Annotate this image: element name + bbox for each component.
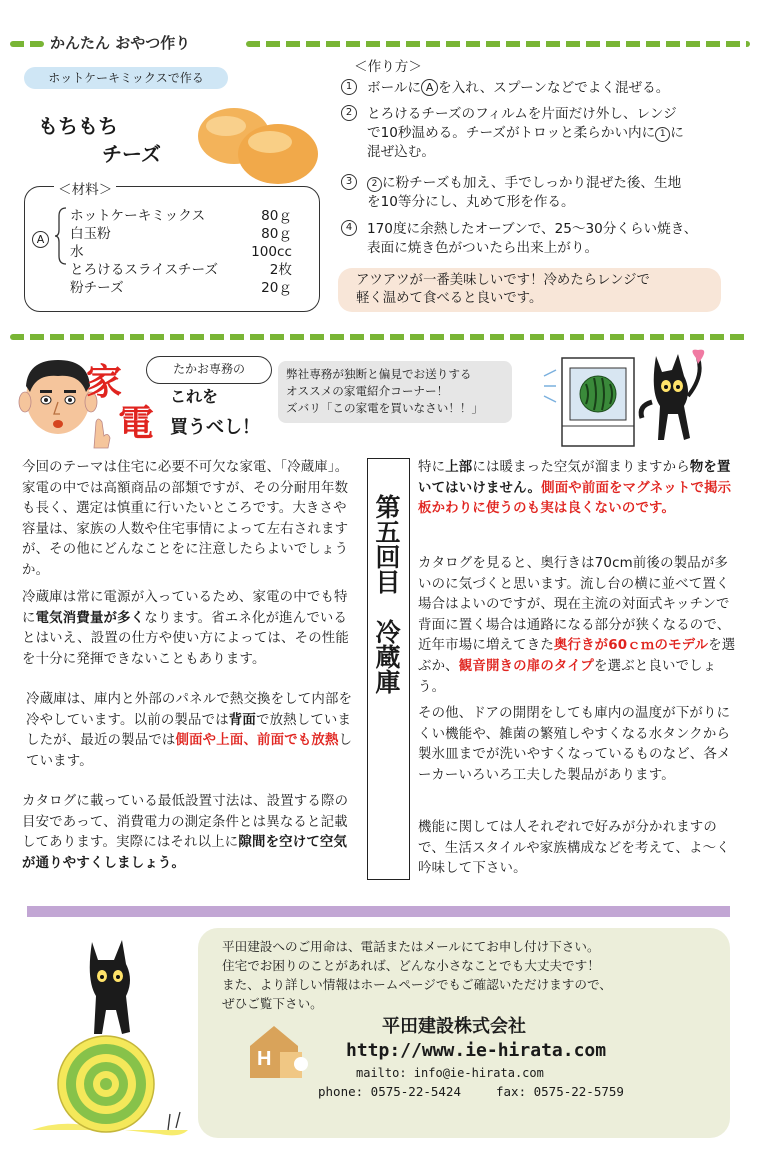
recipe-tip-box <box>338 268 721 312</box>
ingredient-list <box>70 207 292 297</box>
recipe-step-4: 4 170度に余熱したオーブンで、25～30分くらい焼き、 表面に焼き色がついたら出来上がり。 <box>341 220 751 258</box>
materials-title: ＜材料＞ <box>54 178 116 198</box>
kaden-title-den: 電 <box>118 402 155 444</box>
recipe-step-1: 1 ボールに A を入れ、スプーンなどでよく混ぜる。 <box>341 79 751 98</box>
ingredient-row: ホットケーキミックス 80ｇ <box>70 208 292 224</box>
tip-line-1: アツアツが一番美味しいです！冷めたらレンジで <box>356 273 650 288</box>
company-name: 平田建設株式会社 <box>382 1016 526 1037</box>
company-fax: fax: 0575-22-5759 <box>496 1084 624 1099</box>
cat-on-snail-illustration <box>30 934 190 1144</box>
intro-line-2: オススメの家電紹介コーナー！ <box>286 384 449 398</box>
ingredient-row: 粉チーズ 20ｇ <box>70 280 292 296</box>
kaden-intro-box <box>278 361 512 423</box>
ingredient-bracket <box>54 206 68 266</box>
footer-line-3: また、より詳しい情報はホームページでもご確認いただけますので、 <box>222 977 612 992</box>
kaden-left-para-3: 冷蔵庫は、庫内と外部のパネルで熱交換をして内部を冷やしています。以前の製品では背面で放熱していましたが、最近の製品では側面や上面、前面でも放熱しています。 <box>26 692 353 769</box>
company-email-link[interactable]: mailto: info@ie-hirata.com <box>356 1066 544 1080</box>
kaden-left-para-1: 今回のテーマは住宅に必要不可欠な家電、「冷蔵庫」。家電の中では高額商品の部類ですが、その分耐用年数も長く、選定は慎重に行いたいところです。大きさや容量は、家族の人数や住宅事情によって左右されますが、その他にどんなことをに注意したらよいでしょうか。 <box>22 460 349 578</box>
kaden-title-kau: 買うべし！ <box>170 417 260 438</box>
recipe-name-line2: チーズ <box>102 142 161 166</box>
footer-message <box>222 937 612 1013</box>
kaden-right-para-3: その他、ドアの開閉をしても庫内の温度が下がりにくい機能や、雑菌の繁殖しやすくなる水タンクから製氷皿までが洗いやすくなっているものなど、各メーカーいろいろ工夫した製品があります。 <box>418 706 731 783</box>
recipe-header: かんたん おやつ作り <box>50 34 191 52</box>
kaden-vertical-title: 第五回目 冷蔵庫 <box>372 494 401 694</box>
kaden-right-para-1: 特に上部には暖まった空気が溜まりますから物を置いてはいけません。側面や前面をマグネットで掲示板かわりに使うのも実は良くないのです。 <box>418 460 732 517</box>
recipe-step-2: 2 とろけるチーズのフィルムを片面だけ外し、レンジ で10秒温める。チーズがトロッと柔らかい内に 1 に 混ぜ込む。 <box>341 105 751 162</box>
section-divider-middle <box>10 334 750 340</box>
kaden-title-kore: これを <box>170 387 219 406</box>
ingredient-row: 水 100cc <box>70 244 292 260</box>
kaden-left-para-4: カタログに載っている最低設置寸法は、設置する際の目安であって、消費電力の測定条件とは異なると記載してあります。実際にはそれ以上に隙間を空けて空気が通りやすくしましょう。 <box>22 794 349 871</box>
kaden-right-para-2: カタログを見ると、奥行きは70cm前後の製品が多いのに気づくと思います。流し台の横に並べて置く場合はよいのですが、現在主流の対面式キッチンで背面に置く場合は通路になる部分が狭くなるので、近年市場に増えてきた奥行きが60ｃｍのモデルを選ぶか、観音開きの扉のタイプを選ぶと良いでしょう。 <box>418 556 736 695</box>
cheese-bun-illustration <box>192 98 322 188</box>
footer-line-4: ぜひご覧下さい。 <box>222 996 323 1011</box>
tip-line-2: 軽く温めて食べると良いです。 <box>356 291 543 306</box>
company-phone: phone: 0575-22-5424 <box>318 1084 461 1099</box>
section-divider-top-left <box>10 41 44 47</box>
kaden-title-ka: 家 <box>86 361 123 403</box>
company-logo: H <box>246 1022 310 1080</box>
footer-line-2: 住宅でお困りのことがあれば、どんな小さなことでも大丈夫です！ <box>222 958 600 973</box>
kaden-bubble: たかお専務の <box>146 356 272 384</box>
ingredient-group-marker: A <box>32 229 49 248</box>
footer-divider-bar <box>27 906 730 917</box>
section-divider-top-right <box>246 41 750 47</box>
footer-line-1: 平田建設へのご用命は、電話またはメールにてお申し付け下さい。 <box>222 939 600 954</box>
intro-line-1: 弊社専務が独断と偏見でお送りする <box>286 367 472 381</box>
ingredient-row: とろけるスライスチーズ 2枚 <box>70 262 292 278</box>
fridge-cat-illustration <box>538 346 716 450</box>
recipe-step-3: 3 2 に粉チーズも加え、手でしっかり混ぜた後、生地 を10等分にし、丸めて形を作る。 <box>341 174 751 212</box>
steps-title: ＜作り方＞ <box>354 59 422 75</box>
kaden-right-para-4: 機能に関しては人それぞれで好みが分かれますので、生活スタイルや家族構成などを考えて、よ～く吟味して下さい。 <box>418 820 730 877</box>
intro-line-3: ズバリ「この家電を買いなさい！！」 <box>286 401 484 415</box>
kaden-left-para-2: 冷蔵庫は常に電源が入っているため、家電の中でも特に電気消費量が多くなります。省エネ化が進んでいるとはいえ、設置の仕方や使い方によっては、その性能を十分に発揮できないこともあります。 <box>22 590 349 667</box>
ingredient-row: 白玉粉 80ｇ <box>70 226 292 242</box>
company-url-link[interactable]: http://www.ie-hirata.com <box>346 1040 607 1061</box>
recipe-subtitle: ホットケーキミックスで作る <box>24 67 228 89</box>
recipe-name-line1: もちもち <box>38 114 118 138</box>
